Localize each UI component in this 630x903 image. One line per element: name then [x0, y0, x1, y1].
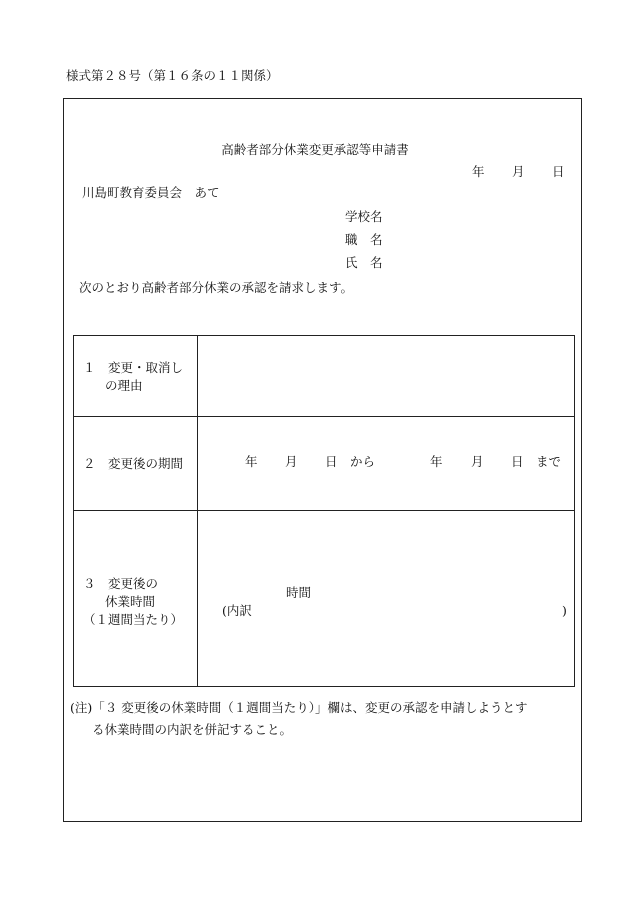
position-label: 職 名	[345, 232, 383, 247]
footnote-line1: (注)「３ 変更後の休業時間（１週間当たり）」欄は、変更の承認を申請しようとす	[70, 700, 528, 715]
form-number: 様式第２８号（第１６条の１１関係）	[66, 68, 279, 83]
applicant-name-label: 氏 名	[345, 255, 383, 270]
hours-label-line2: 休業時間	[105, 594, 156, 609]
school-name-label: 学校名	[345, 209, 383, 224]
addressee: 川島町教育委員会 あて	[82, 185, 220, 200]
to-day-label: 日	[511, 454, 524, 469]
hours-unit-label: 時間	[286, 585, 312, 600]
period-label: ２ 変更後の期間	[83, 456, 184, 471]
reason-label-line1: １ 変更・取消し	[83, 360, 184, 375]
from-year-label: 年	[245, 454, 258, 469]
intro-text: 次のとおり高齢者部分休業の承認を請求します。	[79, 280, 354, 295]
reason-label-line2: の理由	[105, 378, 143, 393]
to-year-label: 年	[430, 454, 443, 469]
from-suffix: から	[350, 454, 376, 469]
footnote	[70, 697, 580, 741]
document-title: 高齢者部分休業変更承認等申請書	[221, 142, 409, 157]
to-suffix: まで	[536, 454, 562, 469]
date-day-label: 日	[552, 164, 565, 179]
hours-field[interactable]	[198, 511, 575, 687]
date-month-label: 月	[512, 164, 525, 179]
breakdown-close-label: )	[562, 603, 567, 618]
footnote-line2: る休業時間の内訳を併記すること。	[92, 722, 293, 737]
from-day-label: 日	[325, 454, 338, 469]
from-month-label: 月	[285, 454, 298, 469]
date-year-label: 年	[472, 164, 485, 179]
application-table	[73, 335, 575, 687]
to-month-label: 月	[471, 454, 484, 469]
reason-field[interactable]	[198, 336, 575, 416]
hours-label-line1: ３ 変更後の	[83, 576, 159, 591]
breakdown-open-label: (内訳	[222, 603, 252, 618]
hours-label-line3: （１週間当たり）	[83, 612, 184, 627]
